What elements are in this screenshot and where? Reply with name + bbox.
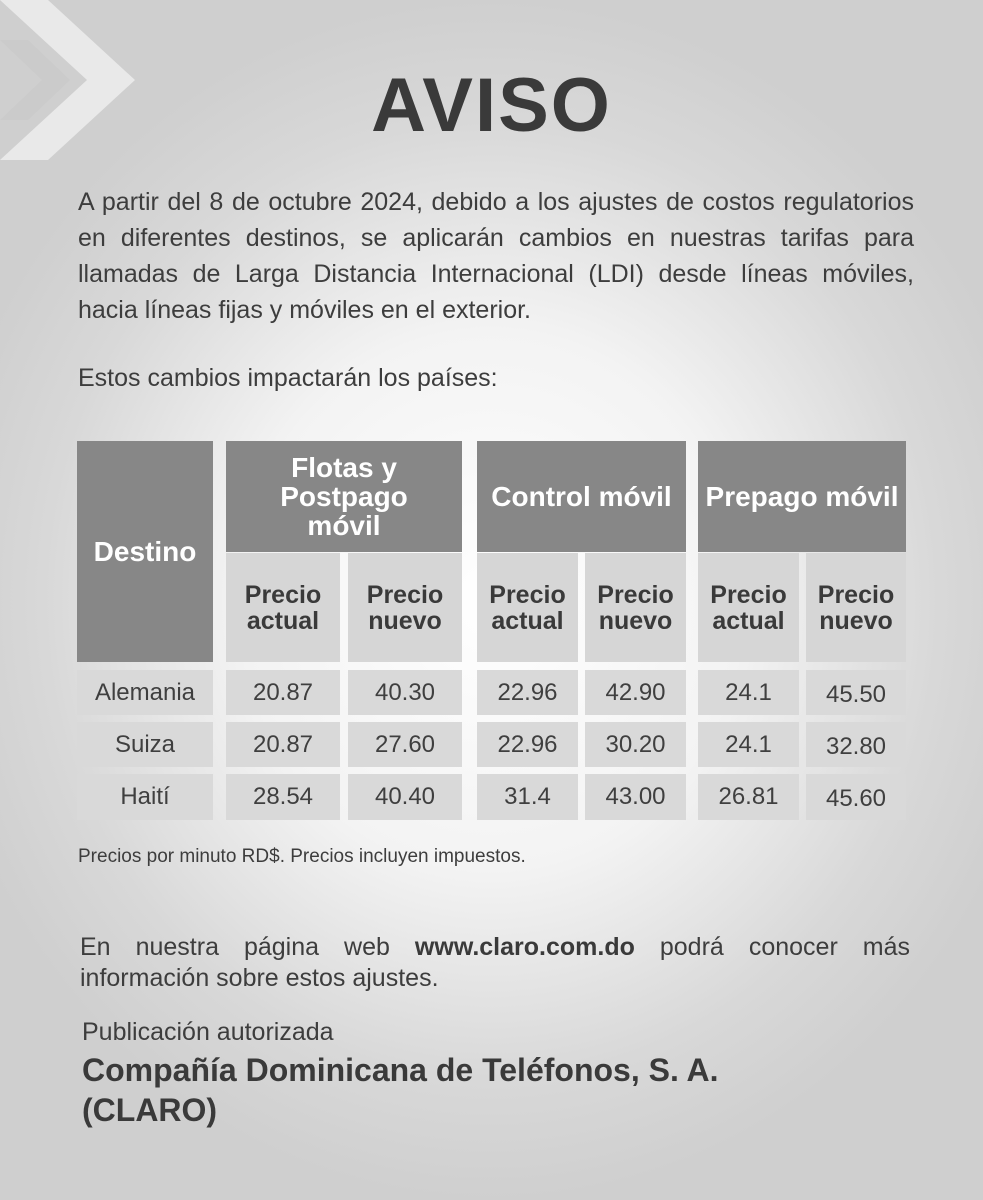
subheader-precio-nuevo: Precio nuevo	[806, 553, 906, 662]
table-cell: 24.1	[698, 722, 799, 767]
table-cell: 20.87	[226, 722, 340, 767]
table-cell: 43.00	[585, 774, 686, 820]
subheader-precio-actual: Precio actual	[477, 553, 578, 662]
more-info-paragraph	[80, 932, 910, 994]
table-cell: 27.60	[348, 722, 462, 767]
table-row-country: Haití	[77, 774, 213, 820]
table-row-country: Suiza	[77, 722, 213, 767]
table-cell: 22.96	[477, 670, 578, 715]
plan-header-flotas-postpago: Flotas y Postpago móvil	[226, 441, 462, 552]
table-cell: 28.54	[226, 774, 340, 820]
plan-header-control: Control móvil	[477, 441, 686, 552]
table-cell: 24.1	[698, 670, 799, 715]
intro-paragraph: A partir del 8 de octubre 2024, debido a los ajustes de costos regulatorios en diferentes destinos, se aplicarán cambios en nuestras tarifas para llamadas de Larga Distancia Internacional (LDI) desde líneas móviles, hacia líneas fijas y móviles en el exterior.	[78, 188, 914, 324]
table-cell: 22.96	[477, 722, 578, 767]
table-cell: 45.60	[806, 774, 906, 820]
plan-header-prepago: Prepago móvil	[698, 441, 906, 552]
subheader-precio-actual: Precio actual	[226, 553, 340, 662]
table-cell: 26.81	[698, 774, 799, 820]
company-name	[82, 1050, 719, 1130]
price-note: Precios por minuto RD$. Precios incluyen impuestos.	[78, 846, 526, 867]
table-cell: 32.80	[806, 722, 906, 767]
table-cell: 40.40	[348, 774, 462, 820]
website-link[interactable]: www.claro.com.do	[414, 933, 635, 961]
company-name-line1: Compañía Dominicana de Teléfonos, S. A.	[82, 1052, 719, 1088]
subheader-precio-nuevo: Precio nuevo	[585, 553, 686, 662]
destino-header: Destino	[77, 441, 213, 662]
table-cell: 20.87	[226, 670, 340, 715]
table-cell: 42.90	[585, 670, 686, 715]
table-cell: 40.30	[348, 670, 462, 715]
table-cell: 31.4	[477, 774, 578, 820]
notice-title: AVISO	[371, 63, 612, 148]
company-name-line2: (CLARO)	[82, 1092, 218, 1128]
table-row-country: Alemania	[77, 670, 213, 715]
more-info-text-before: En nuestra página web	[80, 933, 415, 961]
publication-label: Publicación autorizada	[82, 1018, 334, 1046]
more-info-text-after: podrá conocer más información sobre estos ajustes.	[80, 933, 910, 992]
table-cell: 45.50	[806, 670, 906, 715]
subheader-precio-nuevo: Precio nuevo	[348, 553, 462, 662]
table-cell: 30.20	[585, 722, 686, 767]
subheader-precio-actual: Precio actual	[698, 553, 799, 662]
countries-intro: Estos cambios impactarán los países:	[78, 364, 498, 392]
